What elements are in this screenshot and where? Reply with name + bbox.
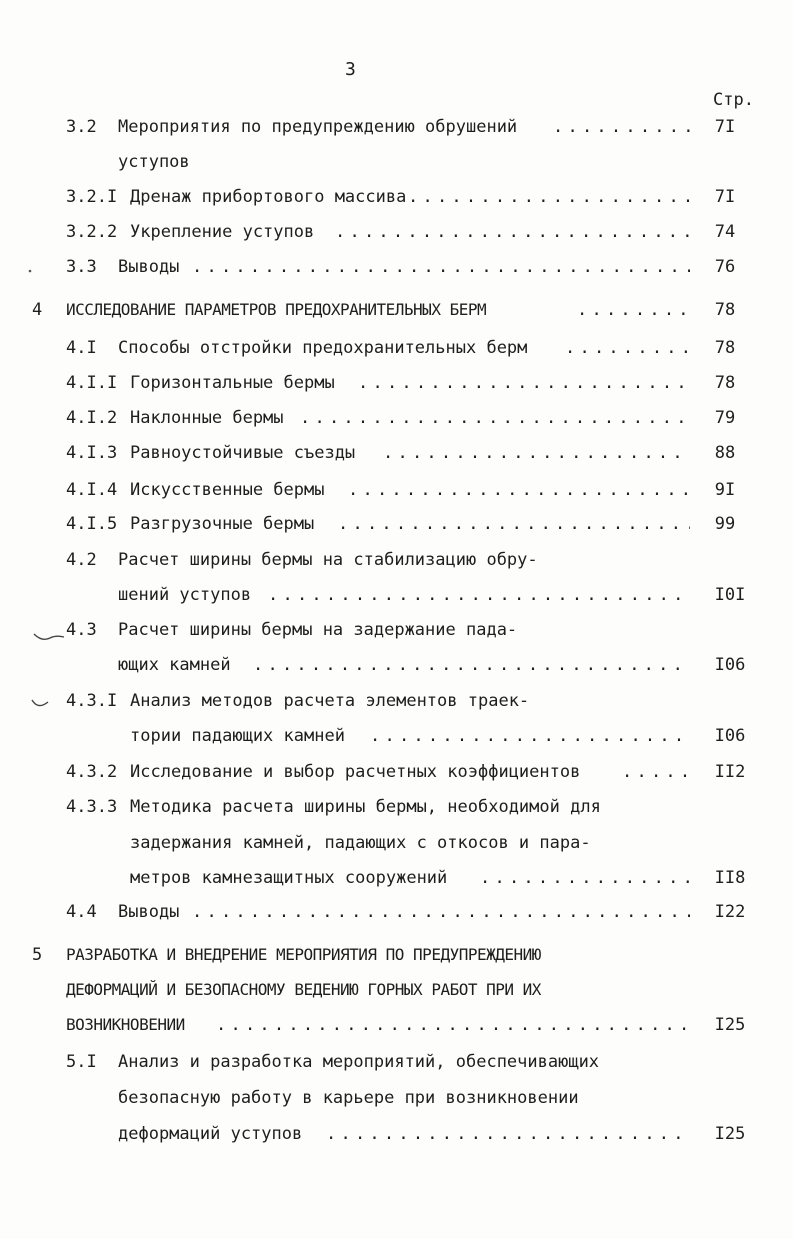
dot-leader bbox=[192, 902, 690, 922]
toc-entry-number: 4.4 bbox=[66, 902, 97, 922]
toc-entry-page: 79 bbox=[714, 408, 736, 428]
dot-leader bbox=[553, 117, 690, 137]
toc-entry-title: Расчет ширины бермы на стабилизацию обру- bbox=[118, 550, 538, 570]
toc-entry-number: 4.3 bbox=[66, 620, 97, 640]
toc-chapter-title: ИССЛЕДОВАНИЕ ПАРАМЕТРОВ ПРЕДОХРАНИТЕЛЬНЫХ БЕРМ bbox=[66, 300, 487, 319]
toc-entry-title-continuation: уступов bbox=[118, 152, 190, 172]
toc-chapter-number: 4 bbox=[32, 300, 43, 320]
dot-leader bbox=[192, 257, 690, 277]
toc-chapter-title-continuation: ВОЗНИКНОВЕНИИ bbox=[66, 1015, 185, 1034]
toc-entry-title-continuation: тории падающих камней bbox=[130, 726, 345, 746]
toc-entry-title: Выводы bbox=[118, 902, 180, 922]
dot-leader bbox=[358, 373, 690, 393]
toc-entry-title: Способы отстройки предохранительных берм bbox=[118, 338, 528, 358]
page-column-header: Стр. bbox=[713, 90, 754, 110]
toc-chapter-title-continuation: ДЕФОРМАЦИЙ И БЕЗОПАСНОМУ ВЕДЕНИЮ ГОРНЫХ РАБОТ ПРИ ИХ bbox=[66, 980, 541, 999]
toc-entry-page: II8 bbox=[714, 868, 746, 888]
dot-leader bbox=[348, 480, 690, 500]
toc-entry-title-continuation: безопасную работу в карьере при возникновении bbox=[118, 1088, 579, 1108]
toc-entry-number: 3.2.2 bbox=[66, 222, 118, 242]
toc-entry-number: 3.2.I bbox=[66, 187, 118, 207]
toc-entry-title: Равноустойчивые съезды bbox=[130, 443, 356, 463]
toc-entry-number: 4.3.I bbox=[66, 691, 118, 711]
dot-leader bbox=[216, 1015, 690, 1035]
toc-entry-title: Искусственные бермы bbox=[130, 480, 325, 500]
dot-leader bbox=[253, 655, 690, 675]
dot-leader bbox=[326, 1124, 690, 1144]
pencil-check-mark-icon bbox=[32, 628, 68, 644]
toc-entry-page: 9I bbox=[714, 480, 736, 500]
toc-entry-page: I25 bbox=[714, 1124, 746, 1144]
toc-entry-title-continuation: ющих камней bbox=[118, 655, 231, 675]
toc-entry-number: 4.I.2 bbox=[66, 408, 118, 428]
dot-leader bbox=[408, 187, 690, 207]
speck-icon bbox=[27, 268, 33, 274]
dot-leader bbox=[335, 222, 690, 242]
toc-entry-title: Выводы bbox=[118, 257, 180, 277]
toc-entry-page: 74 bbox=[714, 222, 736, 242]
toc-chapter-number: 5 bbox=[32, 945, 43, 965]
toc-entry-page: 7I bbox=[714, 187, 736, 207]
toc-entry-number: 4.2 bbox=[66, 550, 97, 570]
toc-entry-page: 78 bbox=[714, 300, 736, 320]
toc-entry-number: 3.2 bbox=[66, 117, 97, 137]
toc-entry-title: Дренаж прибортового массива bbox=[130, 187, 407, 207]
toc-entry-page: 78 bbox=[714, 338, 736, 358]
toc-entry-page: I06 bbox=[714, 726, 746, 746]
toc-entry-title: Методика расчета ширины бермы, необходимой для bbox=[130, 797, 601, 817]
dot-leader bbox=[338, 514, 690, 534]
toc-entry-title-continuation: задержания камней, падающих с откосов и пара- bbox=[130, 833, 591, 853]
toc-entry-page: I25 bbox=[714, 1015, 746, 1035]
toc-entry-title: Анализ и разработка мероприятий, обеспечивающих bbox=[118, 1052, 600, 1072]
dot-leader bbox=[370, 726, 690, 746]
dot-leader bbox=[480, 868, 690, 888]
dot-leader bbox=[565, 338, 690, 358]
toc-entry-number: 4.I.4 bbox=[66, 480, 118, 500]
toc-entry-title: Разгрузочные бермы bbox=[130, 514, 315, 534]
dot-leader bbox=[268, 585, 690, 605]
toc-entry-page: 7I bbox=[714, 117, 736, 137]
toc-entry-title: Анализ методов расчета элементов траек- bbox=[130, 691, 530, 711]
dot-leader bbox=[383, 443, 690, 463]
toc-entry-title: Укрепление уступов bbox=[130, 222, 315, 242]
toc-entry-page: 88 bbox=[714, 443, 736, 463]
toc-entry-number: 4.I.I bbox=[66, 373, 118, 393]
toc-entry-page: II2 bbox=[714, 762, 746, 782]
toc-entry-number: 4.3.2 bbox=[66, 762, 118, 782]
toc-entry-title-continuation: деформаций уступов bbox=[118, 1124, 303, 1144]
toc-entry-number: 5.I bbox=[66, 1052, 97, 1072]
pencil-check-mark-icon bbox=[30, 696, 52, 712]
toc-chapter-title: РАЗРАБОТКА И ВНЕДРЕНИЕ МЕРОПРИЯТИЯ ПО ПРЕДУПРЕЖДЕНИЮ bbox=[66, 945, 541, 964]
toc-entry-title: Расчет ширины бермы на задержание пада- bbox=[118, 620, 518, 640]
toc-entry-page: 76 bbox=[714, 257, 736, 277]
page-number: 3 bbox=[345, 59, 356, 80]
toc-entry-title-continuation: метров камнезащитных сооружений bbox=[130, 868, 448, 888]
toc-entry-page: 99 bbox=[714, 514, 736, 534]
toc-entry-title: Исследование и выбор расчетных коэффициентов bbox=[130, 762, 581, 782]
toc-entry-page: 78 bbox=[714, 373, 736, 393]
dot-leader bbox=[577, 300, 690, 320]
toc-entry-title-continuation: шений уступов bbox=[118, 585, 252, 605]
toc-entry-number: 4.I.3 bbox=[66, 443, 118, 463]
dot-leader bbox=[300, 408, 690, 428]
toc-entry-number: 4.I.5 bbox=[66, 514, 118, 534]
toc-entry-number: 4.3.3 bbox=[66, 797, 118, 817]
toc-entry-number: 4.I bbox=[66, 338, 97, 358]
toc-entry-page: I0I bbox=[714, 585, 746, 605]
toc-entry-title: Мероприятия по предупреждению обрушений bbox=[118, 117, 518, 137]
toc-entry-page: I22 bbox=[714, 902, 746, 922]
toc-entry-title: Наклонные бермы bbox=[130, 408, 284, 428]
toc-entry-number: 3.3 bbox=[66, 257, 97, 277]
dot-leader bbox=[622, 762, 690, 782]
toc-entry-page: I06 bbox=[714, 655, 746, 675]
toc-entry-title: Горизонтальные бермы bbox=[130, 373, 335, 393]
